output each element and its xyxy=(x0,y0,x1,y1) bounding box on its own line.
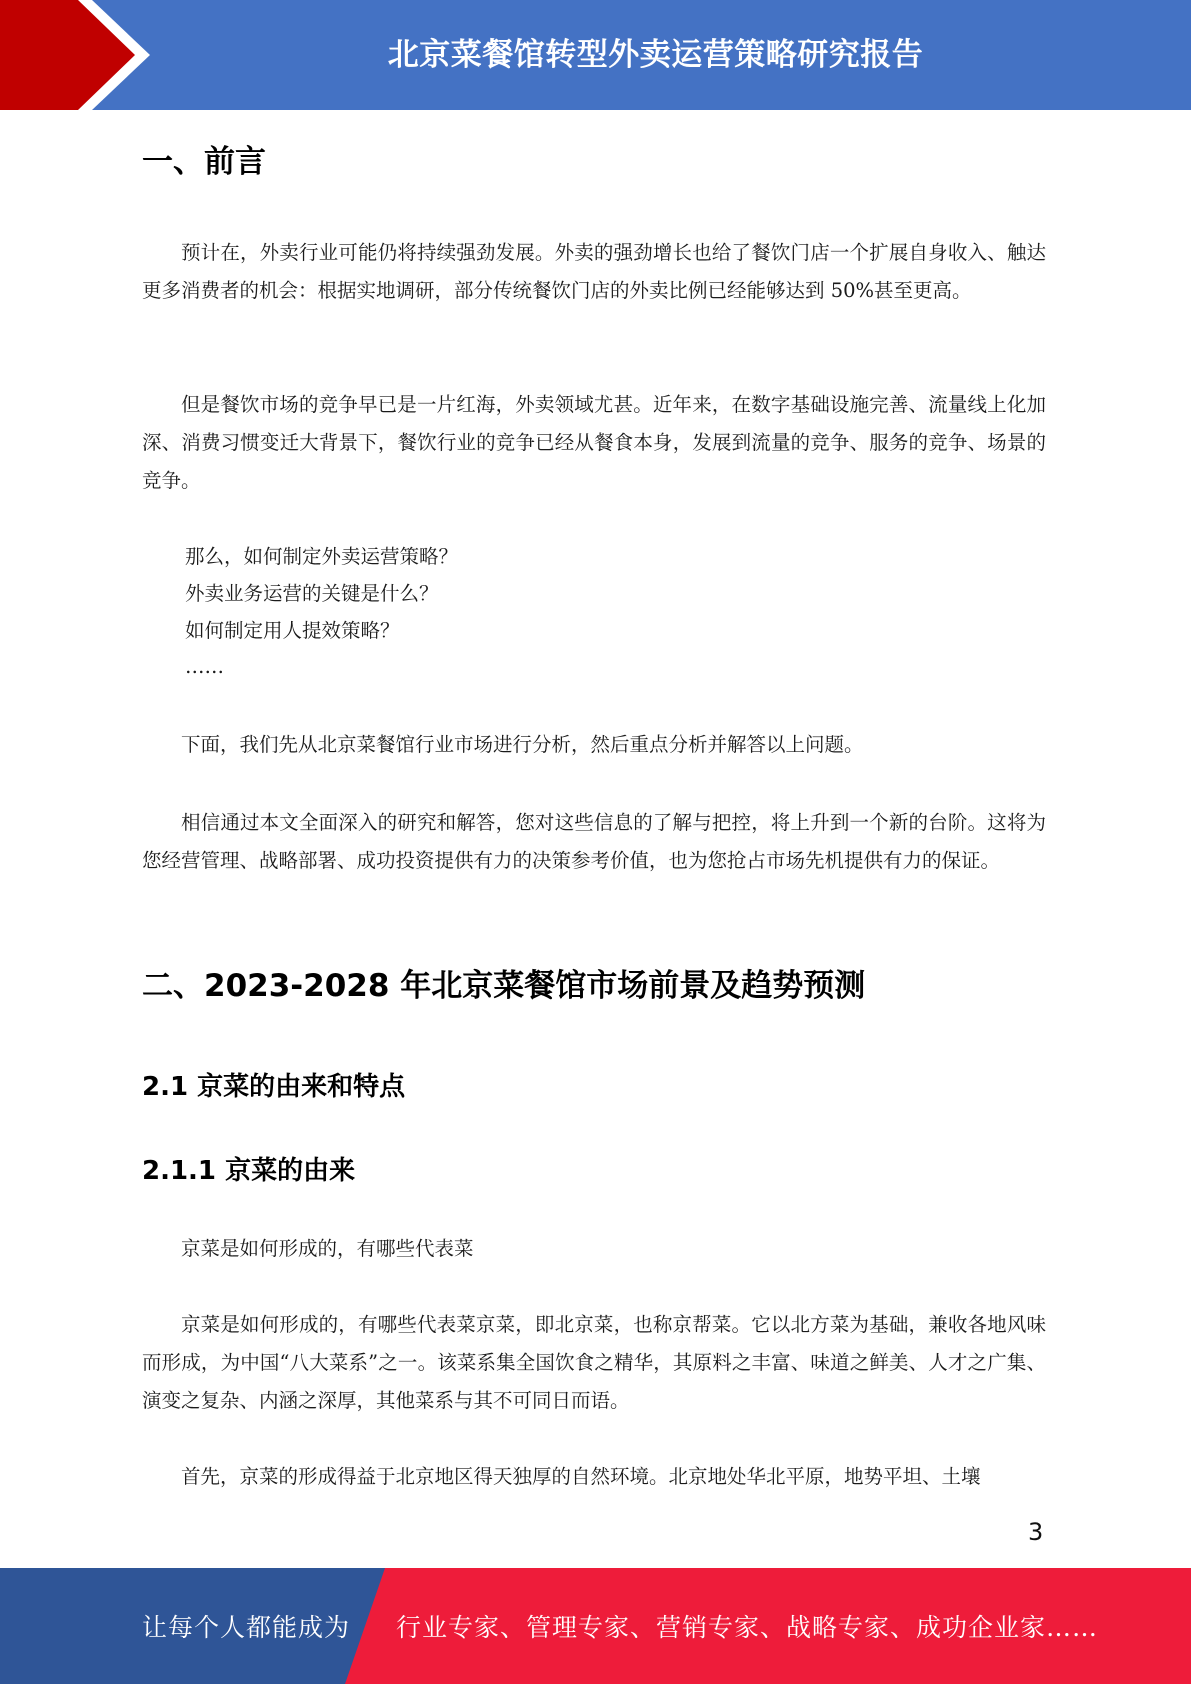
question-line: 那么，如何制定外卖运营策略？ xyxy=(185,545,459,568)
question-line: 外卖业务运营的关键是什么？ xyxy=(185,582,439,605)
section-heading-forecast: 二、2023-2028 年北京菜餐馆市场前景及趋势预测 xyxy=(142,968,866,1004)
section-heading-preface: 一、前言 xyxy=(142,144,266,180)
question-line: 如何制定用人提效策略？ xyxy=(185,619,400,642)
paragraph: 京菜是如何形成的，有哪些代表菜京菜，即北京菜，也称京帮菜。它以北方菜为基础，兼收各地风味而形成，为中国“八大菜系”之一。该菜系集全国饮食之精华，其原料之丰富、味道之鲜美、人才之广集、演变之复杂、内涵之深厚，其他菜系与其不可同日而语。 xyxy=(142,1313,1046,1412)
header-banner xyxy=(0,0,1191,110)
footer-slogan-left: 让每个人都能成为 xyxy=(142,1613,351,1642)
page-number: 3 xyxy=(1028,1518,1044,1546)
paragraph: 下面，我们先从北京菜餐馆行业市场进行分析，然后重点分析并解答以上问题。 xyxy=(181,733,864,756)
paragraph: 首先，京菜的形成得益于北京地区得天独厚的自然环境。北京地处华北平原，地势平坦、土壤 xyxy=(181,1465,981,1488)
report-title: 北京菜餐馆转型外卖运营策略研究报告 xyxy=(387,36,924,73)
subsection-heading: 2.1.1 京菜的由来 xyxy=(142,1156,356,1186)
ellipsis-line: …… xyxy=(185,655,224,678)
paragraph: 相信通过本文全面深入的研究和解答，您对这些信息的了解与把控，将上升到一个新的台阶。这将为您经营管理、战略部署、成功投资提供有力的决策参考价值，也为您抢占市场先机提供有力的保证。 xyxy=(142,811,1046,872)
subsection-heading: 2.1 京菜的由来和特点 xyxy=(142,1072,406,1102)
footer-banner xyxy=(0,1568,1191,1684)
footer-slogan-right: 行业专家、管理专家、营销专家、战略专家、成功企业家…… xyxy=(396,1613,1099,1642)
paragraph: 京菜是如何形成的，有哪些代表菜 xyxy=(181,1237,474,1260)
paragraph: 但是餐饮市场的竞争早已是一片红海，外卖领域尤甚。近年来，在数字基础设施完善、流量线上化加深、消费习惯变迁大背景下，餐饮行业的竞争已经从餐食本身，发展到流量的竞争、服务的竞争、场景的竞争。 xyxy=(142,393,1046,492)
paragraph: 预计在，外卖行业可能仍将持续强劲发展。外卖的强劲增长也给了餐饮门店一个扩展自身收入、触达更多消费者的机会：根据实地调研，部分传统餐饮门店的外卖比例已经能够达到 50%甚至更高。 xyxy=(142,241,1046,302)
